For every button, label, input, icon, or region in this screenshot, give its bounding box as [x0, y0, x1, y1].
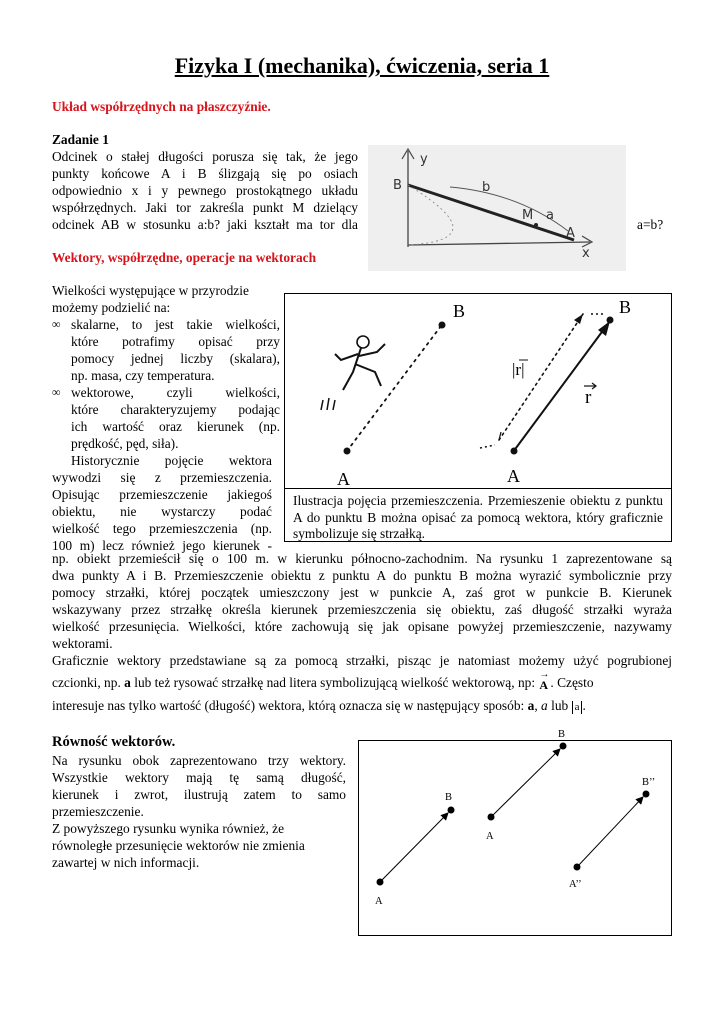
history-line: wielkość tego przemieszczenia (np. [52, 521, 272, 536]
abs-vector-symbol-icon [572, 701, 583, 714]
intro-line: Wielkości występujące w przyrodzie [52, 283, 249, 298]
vector-1-end [448, 807, 455, 814]
paragraph-line: równoległe przesunięcie wektorów nie zmienia [52, 838, 305, 853]
label-a-prime: A [486, 831, 494, 842]
section-heading-coordinates: Układ współrzędnych na płaszczyźnie. [52, 99, 271, 114]
label-b-right: B [619, 297, 632, 317]
history-line: 100 m) lecz również jego kierunek - [52, 538, 272, 553]
vector-2-start [488, 814, 495, 821]
bullet-line: pomocy jednej liczby (skalara), [71, 351, 280, 366]
running-person-icon [321, 336, 385, 410]
task-title: Zadanie 1 [52, 132, 109, 147]
history-line: obiektu, nie wystarczy podać [52, 504, 272, 519]
notation-text: lub też rysować strzałkę nad litera symbolizującą wielkość wektorową, np: [134, 675, 536, 690]
label-b-top: B [558, 729, 566, 740]
paragraph-line: kierunek i zwrot, ilustrują zatem to samo [52, 787, 346, 802]
b-point-label: B [393, 178, 402, 193]
vector-3-end [643, 791, 650, 798]
vector-2-end [560, 743, 567, 750]
notation-text: . Często [550, 675, 594, 690]
displacement-paragraph [52, 550, 672, 669]
a-length-label: a [546, 208, 554, 223]
bullet-icon: ∞ [52, 385, 61, 399]
paragraph-line: wektorami. [52, 636, 113, 651]
paragraph-line: Wszystkie wektory mają tę samą długość, [52, 770, 346, 785]
point-a [344, 448, 351, 455]
notation-text: interesuje nas tylko wartość (długość) wektora, którą oznacza się w następujący sposób: [52, 698, 525, 713]
bullet-line: np. masa, czy temperatura. [71, 368, 215, 383]
vector-1-arrow [380, 813, 448, 882]
task-end: a=b? [637, 217, 664, 232]
vector-2-arrow [491, 749, 560, 817]
vector-a-symbol-icon: → A [539, 669, 550, 692]
equality-paragraph [52, 752, 346, 871]
bullet-line: które charakteryzujemy podając [71, 402, 280, 417]
task-body [52, 148, 358, 233]
label-a: A [375, 896, 383, 907]
paragraph-line: Z powyższego rysunku wynika również, że [52, 821, 285, 836]
displacement-figure [284, 293, 672, 489]
point-b2 [607, 317, 614, 324]
a-point-label: A [566, 226, 575, 241]
figure-caption: Ilustracja pojęcia przemieszczenia. Przemieszenie obiektu z punktu A do punktu B można opisać za pomocą wektora, który graficznie symbolizuje się strzałką. [284, 488, 672, 542]
label-a-right: A [507, 466, 520, 486]
label-b: B [445, 792, 453, 803]
displacement-drawing [285, 294, 671, 488]
task-line: odcinek AB w stosunku a:b? jaki kształt ma tor dla [52, 217, 358, 232]
label-mod-r: |r| [512, 360, 525, 379]
paragraph-line: wskazywany przez strzałkę określa kierunek przemieszczenia się obiektu, zaś długość strzałki wyraża [52, 602, 672, 617]
y-label: y [420, 152, 428, 167]
paragraph-line: dwa punkty A i B. Przemieszczenie obiektu z punktu A do punktu B można wyrazić symbolicznie przy [52, 568, 672, 583]
page-title: Fizyka I (mechanika), ćwiczenia, seria 1 [174, 53, 550, 78]
bullet-line: które potrafimy opisać przy [71, 334, 280, 349]
paragraph-line: wielkość przesunięcia. Wielkości, które zachowują się jak opisane powyżej przemieszczenie, nazywamy [52, 619, 672, 634]
paragraph-line: Na rysunku obok zaprezentowano trzy wektory. [52, 753, 346, 768]
x-label: x [582, 246, 590, 261]
m-label: M [522, 208, 534, 223]
task-line: odpowiednio x i y pewnego prostokątnego układu [52, 183, 358, 198]
ladder-sketch [368, 145, 626, 271]
abs-vector-letter: a [574, 701, 580, 713]
paragraph-line: Graficznie wektory przedstawiane są za pomocą strzałki, pisząc je natomiast możemy użyć pogrubionej [52, 653, 672, 668]
notation-text: lub [551, 698, 569, 713]
paragraph-line: pomocy strzałki, której początek umieszczony jest w punkcie A, zaś grot w punkcie B. Kierunek [52, 585, 672, 600]
vector-a-letter: A [539, 678, 549, 692]
paragraph-line: np. obiekt przemieścił się o 100 m. w kierunku północno-zachodnim. Na rysunku 1 zaprezentowane są [52, 551, 672, 566]
task-line: punkty końcowe A i B ślizgają się po osiach [52, 166, 358, 181]
label-a: A [337, 469, 350, 488]
bullet-line: prędkość, pęd, siła). [71, 436, 179, 451]
b-length-label: b [482, 180, 491, 195]
section-heading-vectors: Wektory, współrzędne, operacje na wektorach [52, 250, 317, 265]
bold-a: a [527, 698, 535, 713]
section-heading-equality: Równość wektorów. [52, 734, 176, 750]
task-line: Odcinek o stałej długości porusza się tak, że jego [52, 149, 358, 164]
paragraph-line: przemieszczenie. [52, 804, 144, 819]
bullet-line: ich wartość oraz kierunek (np. [71, 419, 280, 434]
intro-line: możemy podzielić na: [52, 300, 171, 315]
task-line: współrzędnych. Jaki tor zakreśla punkt M dzielący [52, 200, 358, 215]
bullet-icon: ∞ [52, 317, 61, 331]
point-a2 [511, 448, 518, 455]
history-paragraph [52, 452, 272, 554]
history-line: wywodzi się z przemieszczenia. [52, 470, 272, 485]
bullet-line: wektorowe, czyli wielkości, [71, 385, 280, 400]
label-b: B [453, 301, 466, 321]
vector-3-start [574, 864, 581, 871]
paragraph-line: zawartej w nich informacji. [52, 855, 200, 870]
dotted-arrow-head-icon [574, 314, 583, 324]
bold-a: a [124, 675, 131, 690]
label-r: r [585, 387, 592, 408]
bullet-line: skalarne, to jest takie wielkości, [71, 317, 280, 332]
tick-left [480, 445, 495, 448]
notation-comma: , [534, 698, 538, 713]
italic-a: a [541, 698, 548, 713]
history-line: Opisując przemieszczenie jakiegoś [52, 487, 272, 502]
vector-3-arrow [577, 797, 643, 867]
notation-text: czcionki, np. [52, 675, 121, 690]
dotted-path-line [347, 326, 441, 451]
notation-line-2: interesuje nas tylko wartość (długość) wektora, którą oznacza się w następujący sposób: a, a lub a . [52, 698, 586, 713]
notation-line-1 [52, 669, 672, 692]
label-b-double-prime: B’’ [642, 777, 656, 788]
point-m [534, 223, 538, 227]
history-line: Historycznie pojęcie wektora [71, 453, 272, 468]
equal-vectors-drawing [359, 741, 671, 935]
label-a-double-prime: A’’ [569, 879, 582, 890]
vector-1-start [377, 879, 384, 886]
equal-vectors-figure [358, 740, 672, 936]
point-b [439, 322, 446, 329]
